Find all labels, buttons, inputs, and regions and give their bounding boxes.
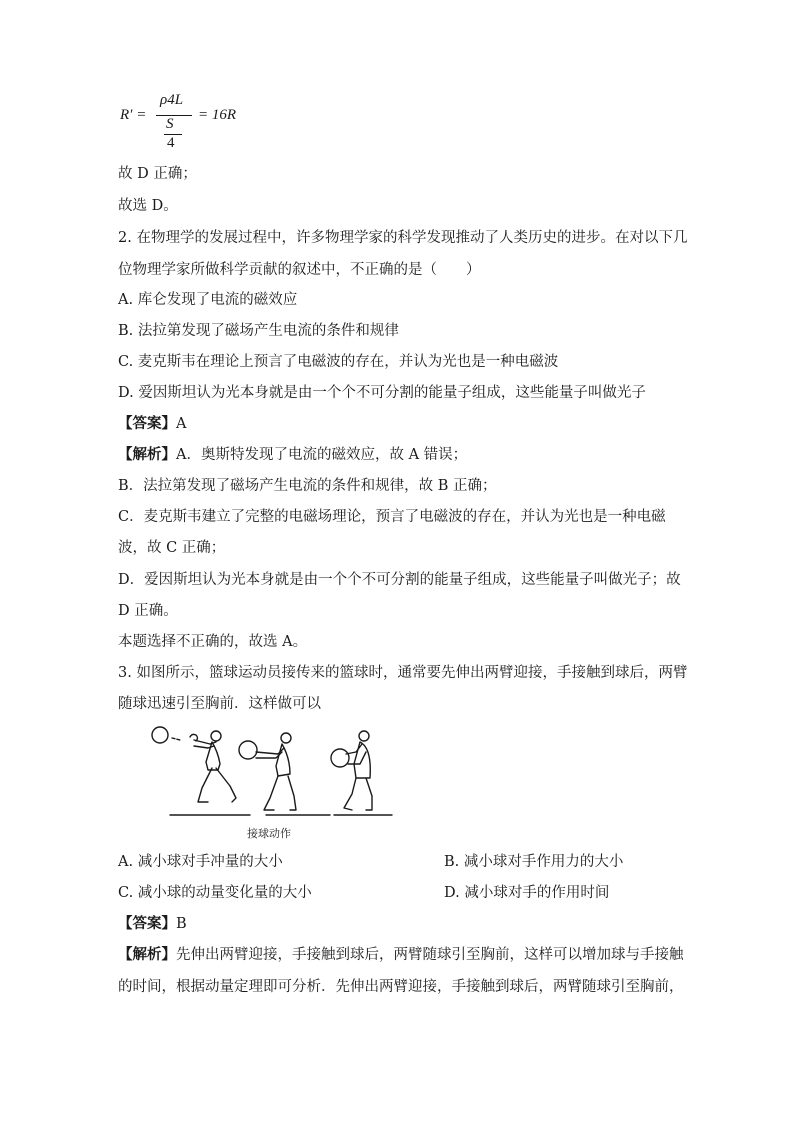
formula-numerator: ρ4L	[160, 92, 184, 108]
q2-answer	[118, 414, 186, 434]
q3-stem-line-2: 随球迅速引至胸前．这样做可以	[118, 696, 321, 712]
figure-caption: 接球动作	[247, 827, 291, 840]
q3-analysis-text-1: 先伸出两臂迎接，手接触到球后，两臂随球引至胸前，这样可以增加球与手接触	[176, 947, 684, 963]
q2-analysis-line-4: 波，故 C 正确；	[118, 540, 226, 556]
q2-stem-line-1: 2. 在物理学的发展过程中，许多物理学家的科学发现推动了人类历史的进步。在对以下几	[118, 230, 688, 246]
q3-answer-value: B	[176, 916, 187, 932]
player-2-drawing	[239, 733, 330, 815]
formula-denominator-bottom: 4	[167, 135, 175, 151]
q3-analysis-line-2: 的时间，根据动量定理即可分析．先伸出两臂迎接，手接触到球后，两臂随球引至胸前，	[118, 979, 684, 995]
formula-denominator-top: S	[166, 116, 174, 132]
q2-option-a: A. 库仑发现了电流的磁效应	[118, 292, 298, 308]
q2-analysis-label: 【解析】	[118, 446, 176, 463]
q3-analysis-line-1	[118, 945, 684, 965]
q2-option-d: D. 爱因斯坦认为光本身就是由一个个不可分割的能量子组成，这些能量子叫做光子	[118, 385, 646, 401]
q2-analysis-line-2: B．法拉第发现了磁场产生电流的条件和规律，故 B 正确；	[118, 478, 497, 494]
q3-option-d: D. 减小球对手的作用时间	[444, 885, 610, 901]
catching-ball-figure	[150, 722, 400, 832]
q3-stem-line-1: 3. 如图所示，篮球运动员接传来的篮球时，通常要先伸出两臂迎接，手接触到球后，两臂	[118, 665, 688, 681]
q2-stem-line-2: 位物理学家所做科学贡献的叙述中，不正确的是（ ）	[118, 262, 481, 278]
resistance-formula	[120, 92, 280, 154]
formula-main-bar	[156, 115, 192, 116]
q2-option-c: C. 麦克斯韦在理论上预言了电磁波的存在，并认为光也是一种电磁波	[118, 354, 559, 370]
q2-analysis-line-7: 本题选择不正确的，故选 A。	[118, 634, 308, 650]
formula-rhs: = 16R	[198, 107, 237, 123]
intro-line-2: 故选 D。	[118, 198, 178, 214]
q2-analysis-line-1	[118, 445, 467, 465]
player-1-drawing	[152, 727, 250, 815]
q2-answer-value: A	[176, 416, 187, 432]
player-3-drawing	[331, 731, 392, 815]
q2-option-b: B. 法拉第发现了磁场产生电流的条件和规律	[118, 323, 399, 339]
formula-lhs: R′ =	[120, 107, 147, 123]
q3-analysis-label: 【解析】	[118, 946, 176, 963]
q2-analysis-line-6: D 正确。	[118, 603, 178, 619]
q3-answer-label: 【答案】	[118, 915, 176, 932]
q3-option-c: C. 减小球的动量变化量的大小	[118, 885, 312, 901]
q2-answer-label: 【答案】	[118, 415, 176, 432]
q2-analysis-text-1: A．奥斯特发现了电流的磁效应，故 A 错误；	[176, 447, 468, 463]
q3-option-b: B. 减小球对手作用力的大小	[444, 854, 624, 870]
q2-analysis-line-5: D．爱因斯坦认为光本身就是由一个个不可分割的能量子组成，这些能量子叫做光子；故	[118, 572, 681, 588]
q2-analysis-line-3: C．麦克斯韦建立了完整的电磁场理论，预言了电磁波的存在，并认为光也是一种电磁	[118, 509, 666, 525]
intro-line-1: 故 D 正确；	[118, 166, 197, 182]
q3-answer	[118, 914, 187, 934]
q3-option-a: A. 减小球对手冲量的大小	[118, 854, 283, 870]
